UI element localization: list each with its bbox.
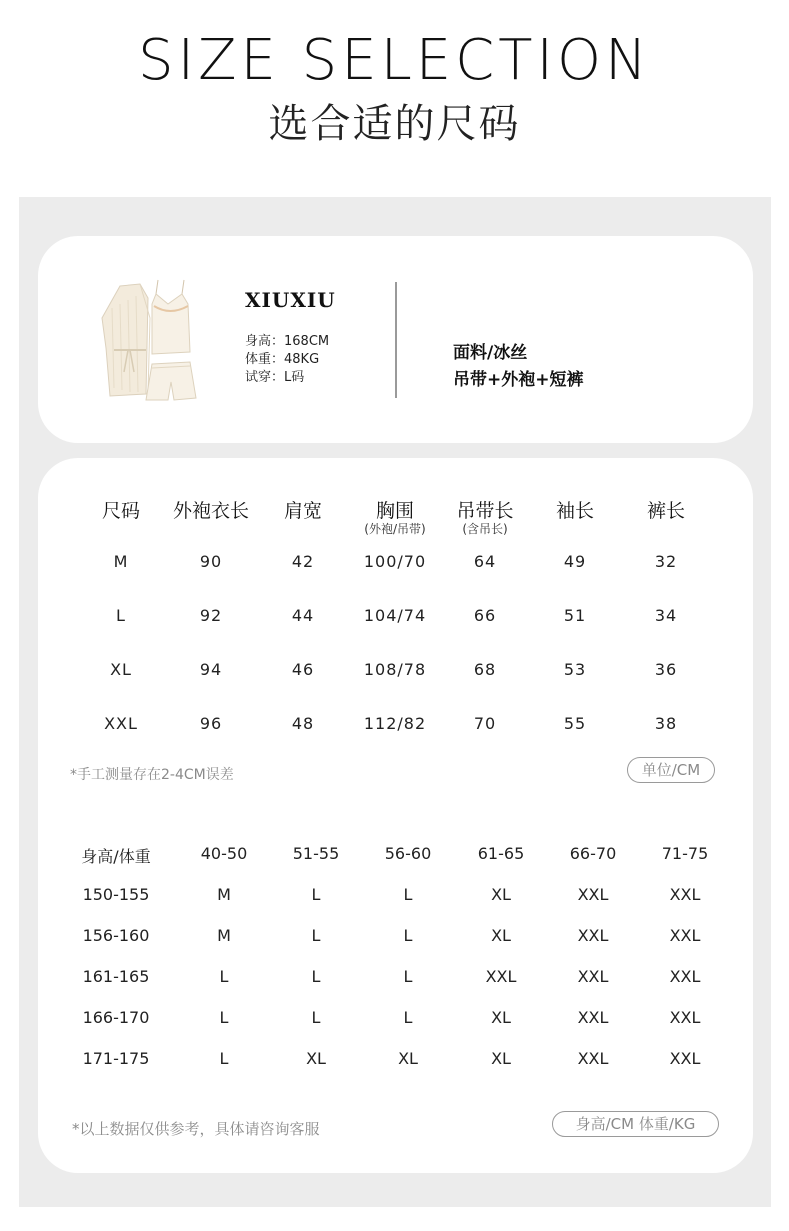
size-label: XXL	[104, 714, 138, 733]
recommended-size: L	[219, 1049, 229, 1068]
recommended-size: XXL	[577, 885, 609, 904]
size-label: L	[116, 606, 126, 625]
unit-badge: 单位/CM	[627, 757, 715, 783]
pajama-set-illustration	[100, 278, 210, 403]
size-value: 90	[199, 552, 223, 571]
size-value: 51	[563, 606, 587, 625]
recommended-size: XXL	[577, 1049, 609, 1068]
size-value: 32	[654, 552, 678, 571]
recommended-size: L	[403, 885, 413, 904]
size-value: 36	[654, 660, 678, 679]
recommended-size: L	[403, 926, 413, 945]
recommended-size: L	[311, 967, 321, 986]
product-info-card	[38, 236, 753, 443]
recommended-size: XL	[491, 1049, 511, 1068]
size-col-header: 胸围	[375, 500, 414, 522]
recommended-size: L	[311, 885, 321, 904]
size-value: 96	[199, 714, 223, 733]
size-label: XL	[110, 660, 132, 679]
fabric-material: 面料/冰丝	[453, 343, 528, 363]
size-value: 70	[473, 714, 497, 733]
size-value: 100/70	[363, 552, 427, 571]
size-label: M	[113, 552, 129, 571]
height-range: 161-165	[82, 967, 150, 986]
recommended-size: L	[311, 1008, 321, 1027]
size-value: 66	[473, 606, 497, 625]
size-value: 104/74	[363, 606, 427, 625]
size-chart-card	[38, 458, 753, 1173]
recommended-size: L	[311, 926, 321, 945]
measurement-note: *手工测量存在2-4CM误差	[70, 767, 234, 783]
size-value: 112/82	[363, 714, 427, 733]
brand-name: XIUXIU	[245, 288, 336, 312]
fabric-info	[453, 340, 584, 394]
page-subtitle: 选合适的尺码	[268, 101, 521, 147]
size-value: 46	[291, 660, 315, 679]
height-range: 150-155	[82, 885, 150, 904]
recommended-size: XXL	[485, 967, 517, 986]
size-col-header: 外袍衣长	[172, 500, 249, 522]
recommended-size: M	[217, 885, 231, 904]
fit-col-header: 51-55	[292, 844, 340, 863]
height-range: 171-175	[82, 1049, 150, 1068]
size-value: 49	[563, 552, 587, 571]
recommended-size: M	[217, 926, 231, 945]
size-col-header: 袖长	[555, 500, 594, 522]
recommended-size: XL	[491, 1008, 511, 1027]
fit-col-header: 61-65	[477, 844, 525, 863]
size-value: 108/78	[363, 660, 427, 679]
recommended-size: XXL	[577, 967, 609, 986]
fit-col-header: 66-70	[569, 844, 617, 863]
size-value: 48	[291, 714, 315, 733]
size-col-subheader: (含吊长)	[462, 522, 508, 536]
height-range: 166-170	[82, 1008, 150, 1027]
fit-col-header: 40-50	[200, 844, 248, 863]
size-col-header: 裤长	[646, 500, 685, 522]
recommended-size: XXL	[669, 1049, 701, 1068]
recommended-size: L	[219, 967, 229, 986]
recommended-size: XXL	[669, 885, 701, 904]
size-value: 53	[563, 660, 587, 679]
recommended-size: XXL	[669, 926, 701, 945]
recommended-size: L	[403, 1008, 413, 1027]
size-value: 42	[291, 552, 315, 571]
recommended-size: XXL	[577, 1008, 609, 1027]
size-col-header: 尺码	[101, 500, 140, 522]
vertical-divider	[395, 282, 397, 398]
size-value: 55	[563, 714, 587, 733]
recommended-size: XL	[491, 885, 511, 904]
recommended-size: L	[219, 1008, 229, 1027]
size-value: 94	[199, 660, 223, 679]
page-title: SIZE SELECTION	[138, 28, 651, 93]
set-contents: 吊带+外袍+短裤	[453, 370, 584, 390]
height-range: 156-160	[82, 926, 150, 945]
size-col-header: 吊带长	[456, 500, 514, 522]
size-col-subheader: (外袍/吊带)	[364, 522, 426, 536]
size-value: 44	[291, 606, 315, 625]
fit-col-header: 身高/体重	[81, 847, 151, 866]
recommended-size: XXL	[669, 1008, 701, 1027]
unit-badge-fit: 身高/CM 体重/KG	[552, 1111, 719, 1137]
recommended-size: XL	[491, 926, 511, 945]
fit-col-header: 71-75	[661, 844, 709, 863]
recommended-size: XL	[306, 1049, 326, 1068]
model-tried-size: 试穿：L码	[245, 370, 305, 385]
reference-note: *以上数据仅供参考，具体请咨询客服	[72, 1120, 320, 1138]
size-col-header: 肩宽	[283, 500, 322, 522]
size-value: 38	[654, 714, 678, 733]
model-weight: 体重：48KG	[245, 352, 320, 367]
recommended-size: XL	[398, 1049, 418, 1068]
recommended-size: XXL	[577, 926, 609, 945]
size-value: 92	[199, 606, 223, 625]
fit-col-header: 56-60	[384, 844, 432, 863]
size-value: 68	[473, 660, 497, 679]
model-height: 身高：168CM	[245, 334, 330, 349]
size-value: 34	[654, 606, 678, 625]
size-value: 64	[473, 552, 497, 571]
recommended-size: XXL	[669, 967, 701, 986]
model-info	[245, 333, 329, 387]
recommended-size: L	[403, 967, 413, 986]
